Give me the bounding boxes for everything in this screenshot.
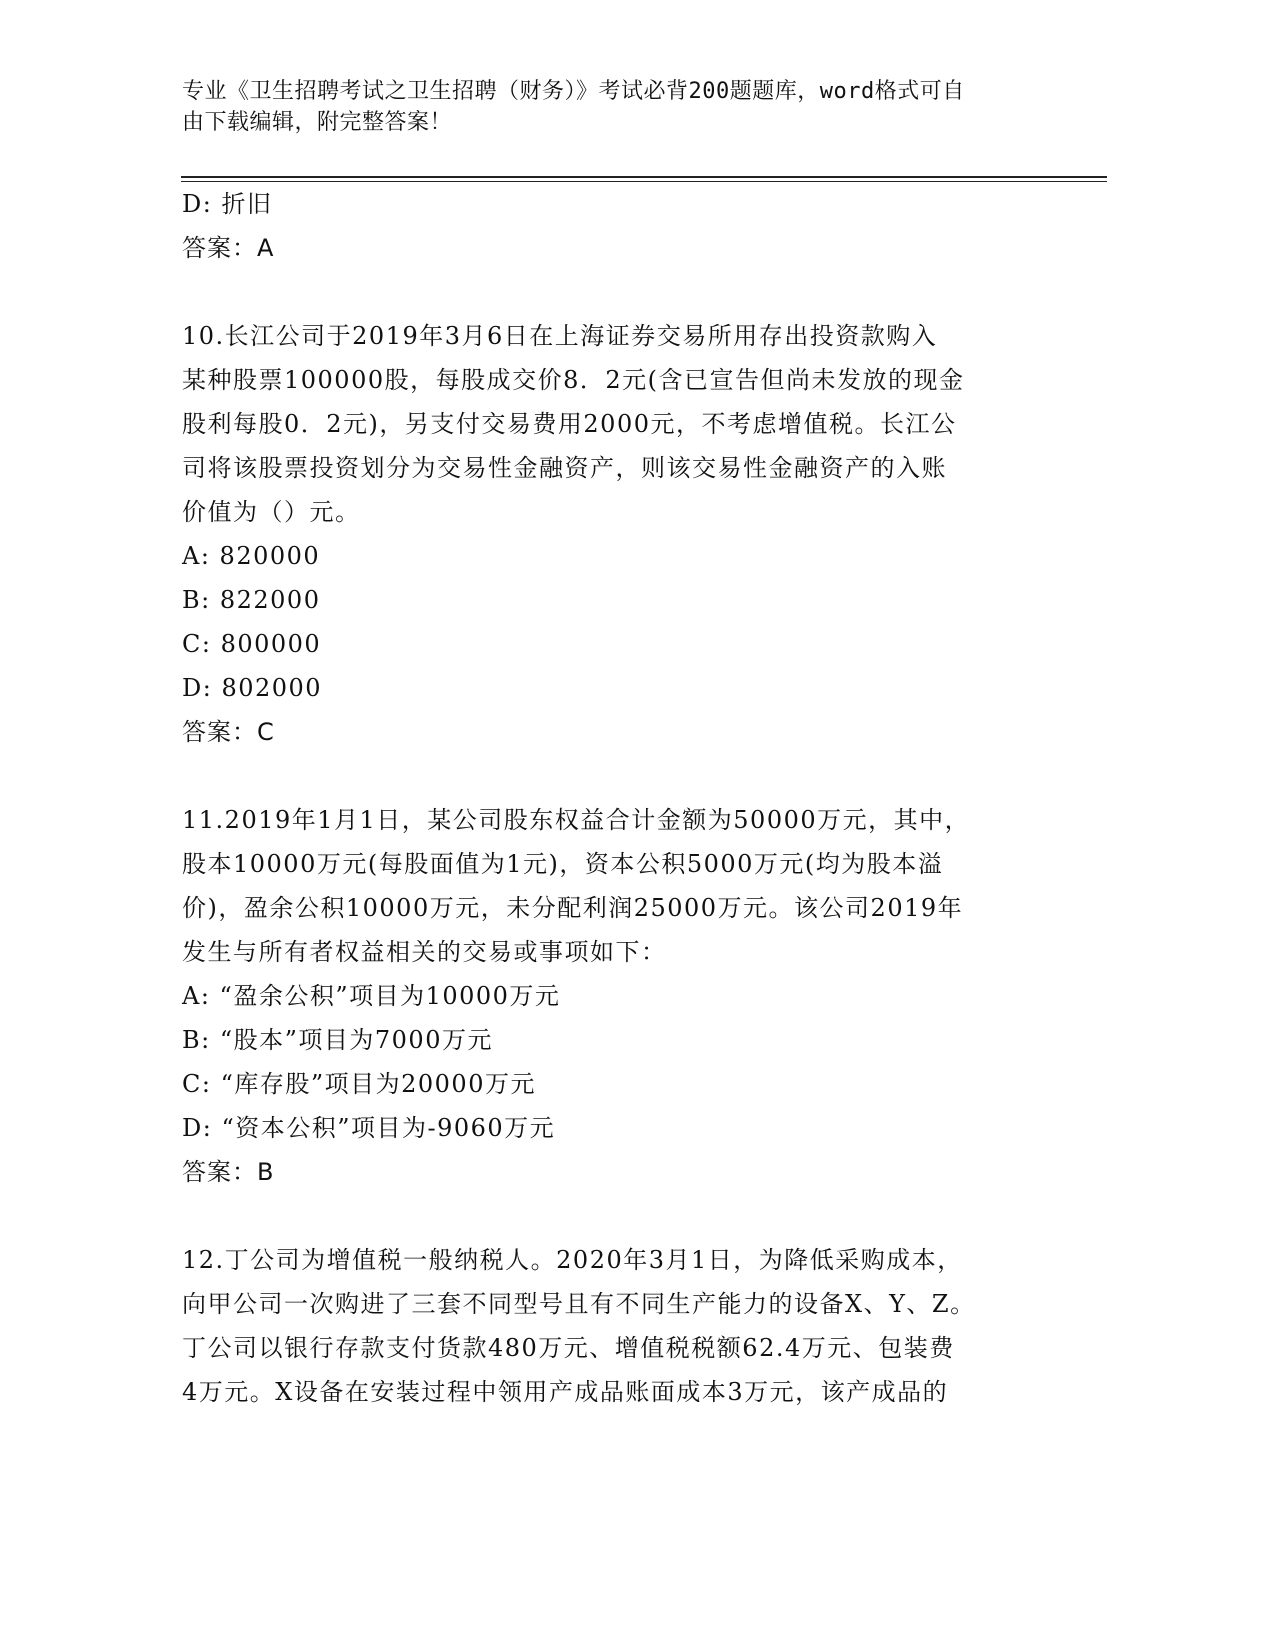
question-stem-line: 股利每股0．2元)，另支付交易费用2000元，不考虑增值税。长江公: [182, 410, 957, 438]
question-stem-line: 向甲公司一次购进了三套不同型号且有不同生产能力的设备X、Y、Z。: [182, 1290, 976, 1318]
question-stem-line: 某种股票100000股，每股成交价8．2元(含已宣告但尚未发放的现金: [182, 366, 965, 394]
question-stem-line: 丁公司以银行存款支付货款480万元、增值税税额62.4万元、包装费: [182, 1334, 955, 1362]
previous-question-tail: [182, 182, 1032, 270]
spacer: [182, 1194, 1032, 1238]
header-line-2: 由下载编辑，附完整答案！: [182, 110, 453, 135]
question-stem-line: 股本10000万元(每股面值为1元)，资本公积5000万元(均为股本溢: [182, 850, 944, 878]
spacer: [182, 754, 1032, 798]
spacer: [182, 270, 1032, 314]
question-12: [182, 1238, 1032, 1414]
answer-line: 答案：A: [182, 234, 275, 262]
option-a: A: “盈余公积”项目为10000万元: [182, 982, 561, 1010]
option-b: B: “股本”项目为7000万元: [182, 1026, 493, 1054]
question-stem-line: 10.长江公司于2019年3月6日在上海证券交易所用存出投资款购入: [182, 322, 938, 350]
question-10: [182, 314, 1032, 754]
question-stem-line: 12.丁公司为增值税一般纳税人。2020年3月1日，为降低采购成本，: [182, 1246, 963, 1274]
option-d: D: 802000: [182, 674, 323, 702]
answer-line: 答案：B: [182, 1158, 275, 1186]
document-header: [182, 76, 1062, 138]
option-d: D: “资本公积”项目为-9060万元: [182, 1114, 556, 1142]
option-d: D: 折旧: [182, 190, 273, 218]
header-divider-thick: [181, 176, 1107, 178]
option-c: C: 800000: [182, 630, 322, 658]
option-a: A: 820000: [182, 542, 321, 570]
question-11: [182, 798, 1032, 1194]
question-stem-line: 司将该股票投资划分为交易性金融资产，则该交易性金融资产的入账: [182, 454, 947, 482]
option-b: B: 822000: [182, 586, 321, 614]
question-stem-line: 11.2019年1月1日，某公司股东权益合计金额为50000万元，其中，: [182, 806, 971, 834]
answer-line: 答案：C: [182, 718, 275, 746]
document-body: [182, 182, 1032, 1414]
question-stem-line: 4万元。X设备在安装过程中领用产成品账面成本3万元，该产成品的: [182, 1378, 949, 1406]
header-line-1: 专业《卫生招聘考试之卫生招聘（财务）》考试必背200题题库，word格式可自: [182, 79, 965, 104]
option-c: C: “库存股”项目为20000万元: [182, 1070, 536, 1098]
question-stem-line: 价值为（）元。: [182, 498, 361, 526]
question-stem-line: 价)，盈余公积10000万元，未分配利润25000万元。该公司2019年: [182, 894, 964, 922]
question-stem-line: 发生与所有者权益相关的交易或事项如下：: [182, 938, 667, 966]
